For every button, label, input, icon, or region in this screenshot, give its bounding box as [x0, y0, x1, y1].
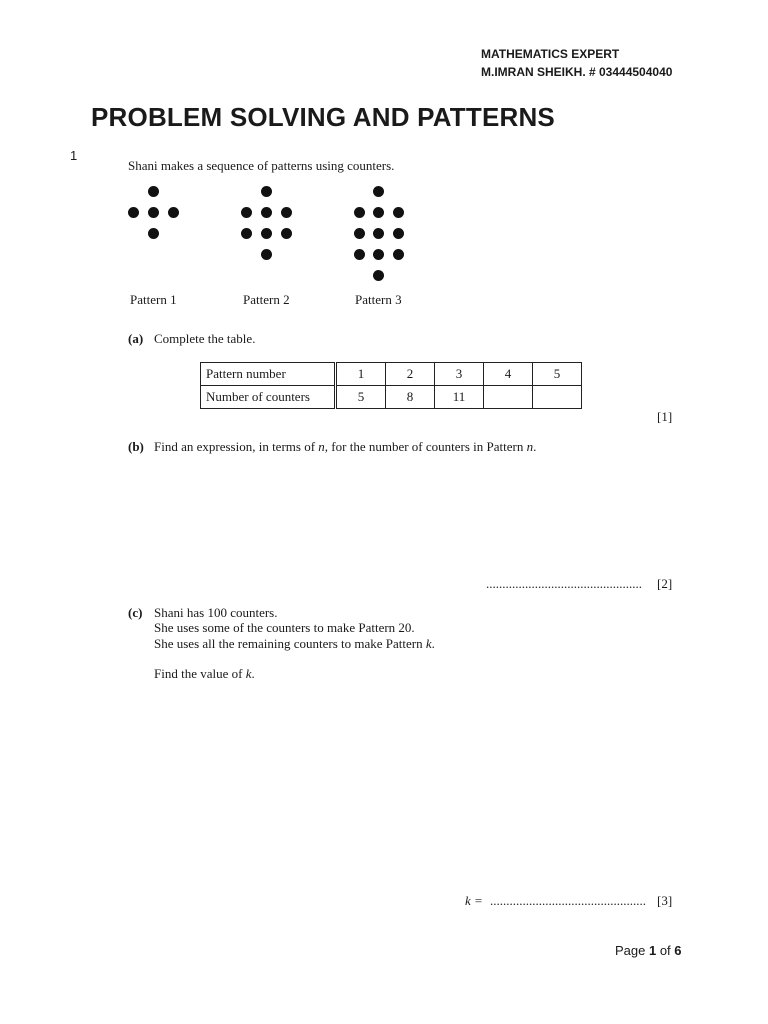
counter-dot [393, 228, 404, 239]
part-a-text: Complete the table. [154, 331, 256, 346]
page-number [615, 943, 682, 958]
counter-dot [168, 207, 179, 218]
part-c-answer-label: k = [465, 893, 483, 908]
counter-dot [261, 249, 272, 260]
answer-cell-pattern-5[interactable] [533, 386, 582, 409]
part-c-find-text: Find the value of [154, 666, 246, 681]
counter-dot [128, 207, 139, 218]
table-row [201, 363, 582, 386]
counter-dot [148, 228, 159, 239]
part-c-answer-line[interactable]: ................................................ [490, 893, 646, 908]
pattern-table [200, 362, 582, 409]
counter-dot [261, 186, 272, 197]
table-row [201, 386, 582, 409]
part-b-marker: (b) [128, 439, 144, 454]
part-c-line-3-text: She uses all the remaining counters to make Pattern [154, 636, 426, 651]
page-word: Page [615, 943, 649, 958]
counter-dot [373, 207, 384, 218]
counter-dot [354, 249, 365, 260]
part-b-question [154, 439, 536, 455]
part-b-text-2: , for the number of counters in Pattern [324, 439, 527, 454]
variable-k: k [245, 666, 252, 681]
counter-dot [281, 207, 292, 218]
total-pages: 6 [674, 943, 682, 958]
counter-dot [373, 270, 384, 281]
table-cell: 1 [336, 363, 386, 386]
question-number: 1 [70, 148, 78, 163]
header-author: M.IMRAN SHEIKH. # 03444504040 [481, 65, 673, 79]
pattern-2-label: Pattern 2 [243, 292, 290, 307]
part-c-marker: (c) [128, 605, 143, 620]
counter-dot [354, 228, 365, 239]
answer-cell-pattern-4[interactable] [484, 386, 533, 409]
counter-dot [148, 186, 159, 197]
table-cell: 4 [484, 363, 533, 386]
table-cell: 2 [386, 363, 435, 386]
counter-dot [373, 249, 384, 260]
row-header-number-of-counters: Number of counters [201, 386, 336, 409]
part-a-marks: [1] [657, 409, 673, 424]
table-cell: 3 [435, 363, 484, 386]
part-c-line-3-end: . [431, 636, 435, 651]
variable-n: n [318, 439, 325, 454]
table-cell: 8 [386, 386, 435, 409]
of-word: of [656, 943, 675, 958]
table-cell: 5 [336, 386, 386, 409]
part-b-marks: [2] [657, 576, 673, 591]
table-cell: 11 [435, 386, 484, 409]
counter-dot [373, 228, 384, 239]
part-c-line-3 [154, 636, 435, 652]
counter-dot [354, 207, 365, 218]
part-b-text-3: . [533, 439, 537, 454]
counter-dot [261, 207, 272, 218]
part-a-marker: (a) [128, 331, 144, 346]
part-b-answer-line[interactable]: ................................................ [486, 576, 642, 591]
counter-dot [393, 249, 404, 260]
counter-dot [281, 228, 292, 239]
counter-dot [241, 228, 252, 239]
current-page: 1 [648, 943, 657, 958]
page-title: PROBLEM SOLVING AND PATTERNS [91, 102, 555, 132]
counter-dot [393, 207, 404, 218]
row-header-pattern-number: Pattern number [201, 363, 336, 386]
part-c-find [154, 666, 255, 682]
counter-dot [373, 186, 384, 197]
table-cell: 5 [533, 363, 582, 386]
part-c-line-1: Shani has 100 counters. [154, 605, 278, 620]
counter-dot [241, 207, 252, 218]
variable-k: k [425, 636, 432, 651]
pattern-3-label: Pattern 3 [355, 292, 402, 307]
counter-dot [261, 228, 272, 239]
part-c-marks: [3] [657, 893, 673, 908]
part-c-find-end: . [251, 666, 255, 681]
part-b-text-1: Find an expression, in terms of [154, 439, 319, 454]
header-subject: MATHEMATICS EXPERT [481, 47, 620, 61]
pattern-1-label: Pattern 1 [130, 292, 177, 307]
counter-dot [148, 207, 159, 218]
part-c-line-2: She uses some of the counters to make Pattern 20. [154, 620, 415, 635]
variable-n: n [526, 439, 534, 454]
question-intro: Shani makes a sequence of patterns using counters. [128, 158, 395, 173]
